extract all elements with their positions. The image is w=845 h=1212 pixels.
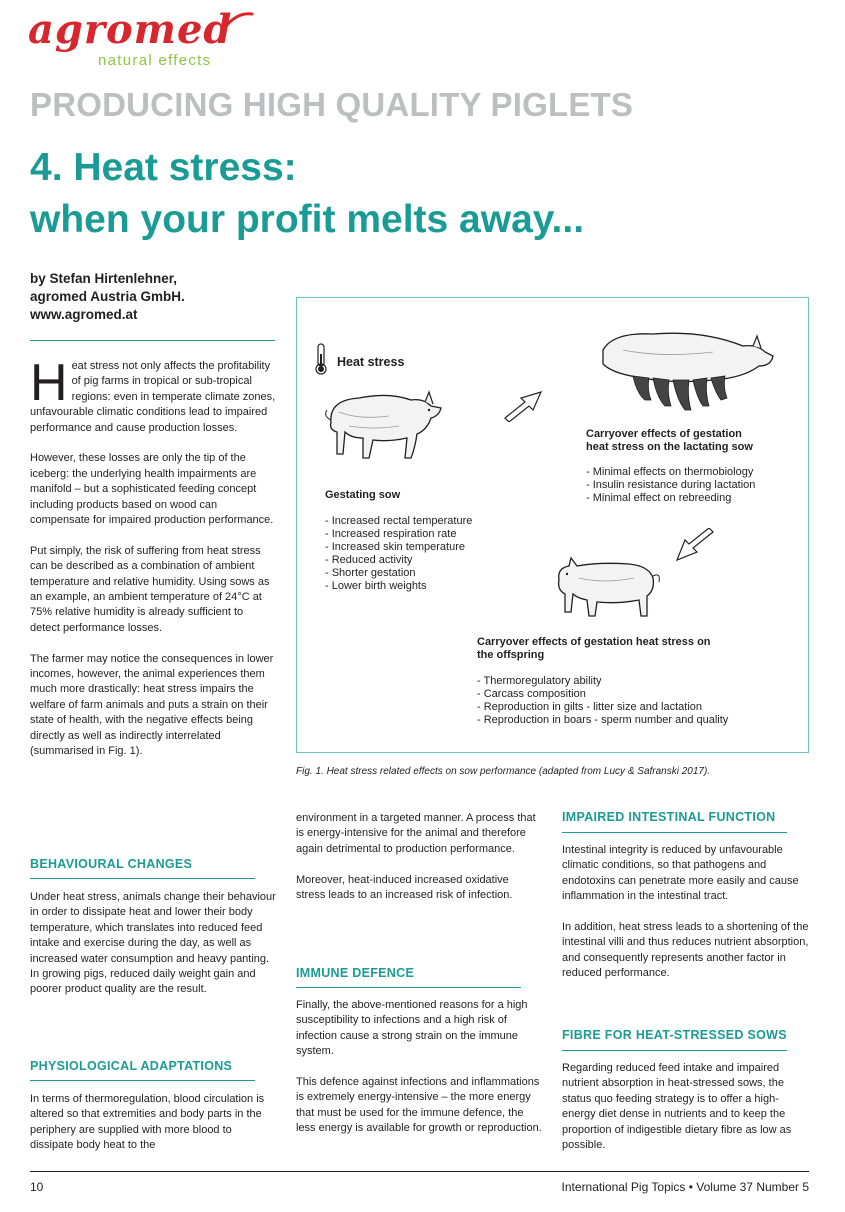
page-number: 10 bbox=[30, 1180, 44, 1194]
physiological-text bbox=[30, 1092, 276, 1169]
behavioural-paragraph-1: Under heat stress, animals change their behaviour in order to dissipate heat and lower their body temperature, which translates into reduced feed intake and exercise during the day, as well as increased water consumption and heavy panting. In growing pigs, reduced daily weight gain and poorer product quality are the result. bbox=[30, 891, 276, 996]
behavioural-divider bbox=[30, 878, 255, 879]
gestating-item: - Increased respiration rate bbox=[325, 528, 457, 540]
figure-caption: Fig. 1. Heat stress related effects on sow performance (adapted from Lucy & Safranski 2017). bbox=[296, 766, 711, 777]
offspring-heading-line-1: Carryover effects of gestation heat stress on bbox=[477, 636, 711, 648]
title-line-2: when your profit melts away... bbox=[30, 198, 585, 241]
byline-company: agromed Austria GmbH. bbox=[30, 289, 185, 304]
offspring-item: - Carcass composition bbox=[477, 688, 586, 700]
heading-impaired-intestinal-function: IMPAIRED INTESTINAL FUNCTION bbox=[562, 810, 776, 824]
lactating-item: - Minimal effects on thermobiology bbox=[586, 466, 754, 478]
drop-cap: H bbox=[30, 354, 68, 412]
intestinal-paragraph-1: Intestinal integrity is reduced by unfavourable climatic conditions, so that pathogens and endotoxins can penetrate more easily and cause inflammation in the intestinal tract. bbox=[562, 844, 799, 903]
fibre-divider bbox=[562, 1050, 787, 1051]
series-kicker: PRODUCING HIGH QUALITY PIGLETS bbox=[30, 86, 634, 123]
figure-heat-stress-effects bbox=[296, 297, 809, 753]
behavioural-text bbox=[30, 890, 276, 1013]
lactating-heading-line-2: heat stress on the lactating sow bbox=[586, 441, 753, 453]
heading-physiological-adaptations: PHYSIOLOGICAL ADAPTATIONS bbox=[30, 1059, 233, 1073]
heading-fibre-for-heat-stressed-sows: FIBRE FOR HEAT-STRESSED SOWS bbox=[562, 1028, 787, 1042]
agromed-logo bbox=[28, 8, 258, 72]
immune-text bbox=[296, 998, 542, 1152]
logo-wordmark: agromed bbox=[28, 6, 233, 53]
intestinal-paragraph-2: In addition, heat stress leads to a shortening of the intestinal villi and thus reduces nutrient absorption, and consequently represents another factor in reduced performance. bbox=[562, 921, 809, 980]
offspring-item: - Reproduction in gilts - litter size and lactation bbox=[477, 701, 702, 713]
immune-paragraph-1: Finally, the above-mentioned reasons for a high susceptibility to infections and a high risk of infection cause a strong strain on the immune system. bbox=[296, 999, 528, 1058]
lactating-heading-line-1: Carryover effects of gestation bbox=[586, 428, 742, 440]
gestating-item: - Shorter gestation bbox=[325, 567, 416, 579]
continued-paragraph-2: Moreover, heat-induced increased oxidative stress leads to an increased risk of infection. bbox=[296, 873, 513, 902]
lactating-item: - Insulin resistance during lactation bbox=[586, 479, 756, 491]
offspring-piglet-illustration bbox=[549, 554, 663, 624]
intro-paragraph-1: Heat stress not only affects the profitability of pig farms in tropical or sub-tropical regions: even in temperate climate zones, unfavourable climatic conditions lead to impaired performance and cause production losses. bbox=[30, 354, 276, 434]
logo-tagline: natural effects bbox=[98, 52, 212, 69]
offspring-heading-line-2: the offspring bbox=[477, 649, 545, 661]
gestating-item: - Increased rectal temperature bbox=[325, 515, 473, 527]
gestating-item: - Lower birth weights bbox=[325, 580, 427, 592]
article-title bbox=[30, 142, 584, 246]
lactating-sow-illustration bbox=[593, 320, 775, 420]
byline-author: by Stefan Hirtenlehner, bbox=[30, 271, 178, 286]
physiological-divider bbox=[30, 1080, 255, 1081]
arrow-up-right-icon bbox=[501, 388, 545, 422]
continued-paragraph-1: environment in a targeted manner. A process that is energy-intensive for the animal and therefore again detrimental to production performance. bbox=[296, 812, 536, 855]
byline-website: www.agromed.at bbox=[30, 307, 138, 322]
byline-divider bbox=[30, 340, 275, 341]
title-line-1: 4. Heat stress: bbox=[30, 146, 297, 189]
logo-swoosh-icon bbox=[224, 10, 254, 30]
offspring-item: - Reproduction in boars - sperm number and quality bbox=[477, 714, 729, 726]
gestating-item: - Reduced activity bbox=[325, 554, 413, 566]
intro-text bbox=[30, 354, 276, 775]
heat-stress-label: Heat stress bbox=[337, 355, 405, 369]
heading-behavioural-changes: BEHAVIOURAL CHANGES bbox=[30, 857, 193, 871]
fibre-text bbox=[562, 1061, 810, 1169]
intro-paragraph-3: Put simply, the risk of suffering from heat stress can be described as a combination of ambient temperature and relative humidity. Using sows as an example, an ambient temperature of 24°C at 75% relative humidity is already sufficient to detect performance losses. bbox=[30, 544, 270, 634]
offspring-item: - Thermoregulatory ability bbox=[477, 675, 602, 687]
lactating-item: - Minimal effect on rebreeding bbox=[586, 492, 732, 504]
physiological-paragraph-1: In terms of thermoregulation, blood circulation is altered so that extremities and body parts in the periphery are supplied with more blood to dissipate body heat to the bbox=[30, 1093, 265, 1152]
heading-immune-defence: IMMUNE DEFENCE bbox=[296, 966, 415, 980]
arrow-down-left-icon bbox=[675, 528, 717, 564]
immune-divider bbox=[296, 987, 521, 988]
journal-info: International Pig Topics • Volume 37 Number 5 bbox=[561, 1180, 809, 1194]
immune-paragraph-2: This defence against infections and inflammations is extremely energy-intensive – the more energy that must be used for the immune defence, the less energy is available for growth or reproduction. bbox=[296, 1076, 542, 1135]
intro-paragraph-2: However, these losses are only the tip of the iceberg: the underlying health impairments are manifold – but a sophisticated feeding concept including products based on wood can compensate for impaired production performance. bbox=[30, 452, 274, 527]
gestating-sow-illustration bbox=[319, 386, 445, 468]
thermometer-icon bbox=[313, 342, 329, 376]
gestating-heading: Gestating sow bbox=[325, 489, 401, 501]
intestinal-divider bbox=[562, 832, 787, 833]
continued-text bbox=[296, 811, 536, 919]
intestinal-text bbox=[562, 843, 810, 997]
footer-divider bbox=[30, 1171, 809, 1172]
fibre-paragraph-1: Regarding reduced feed intake and impaired nutrient absorption in heat-stressed sows, the status quo feeding strategy is to offer a high-energy diet dense in nutrients and to keep the proportion of indigestible dietary fibre as low as possible. bbox=[562, 1062, 792, 1152]
intro-paragraph-4: The farmer may notice the consequences in lower incomes, however, the animal experiences them much more drastically: heat stress impairs the welfare of farm animals and puts a strain on their state of health, with the negative effects being directly as well as indirectly interrelated (summarised in Fig. 1). bbox=[30, 652, 274, 758]
byline bbox=[30, 270, 185, 324]
gestating-item: - Increased skin temperature bbox=[325, 541, 466, 553]
